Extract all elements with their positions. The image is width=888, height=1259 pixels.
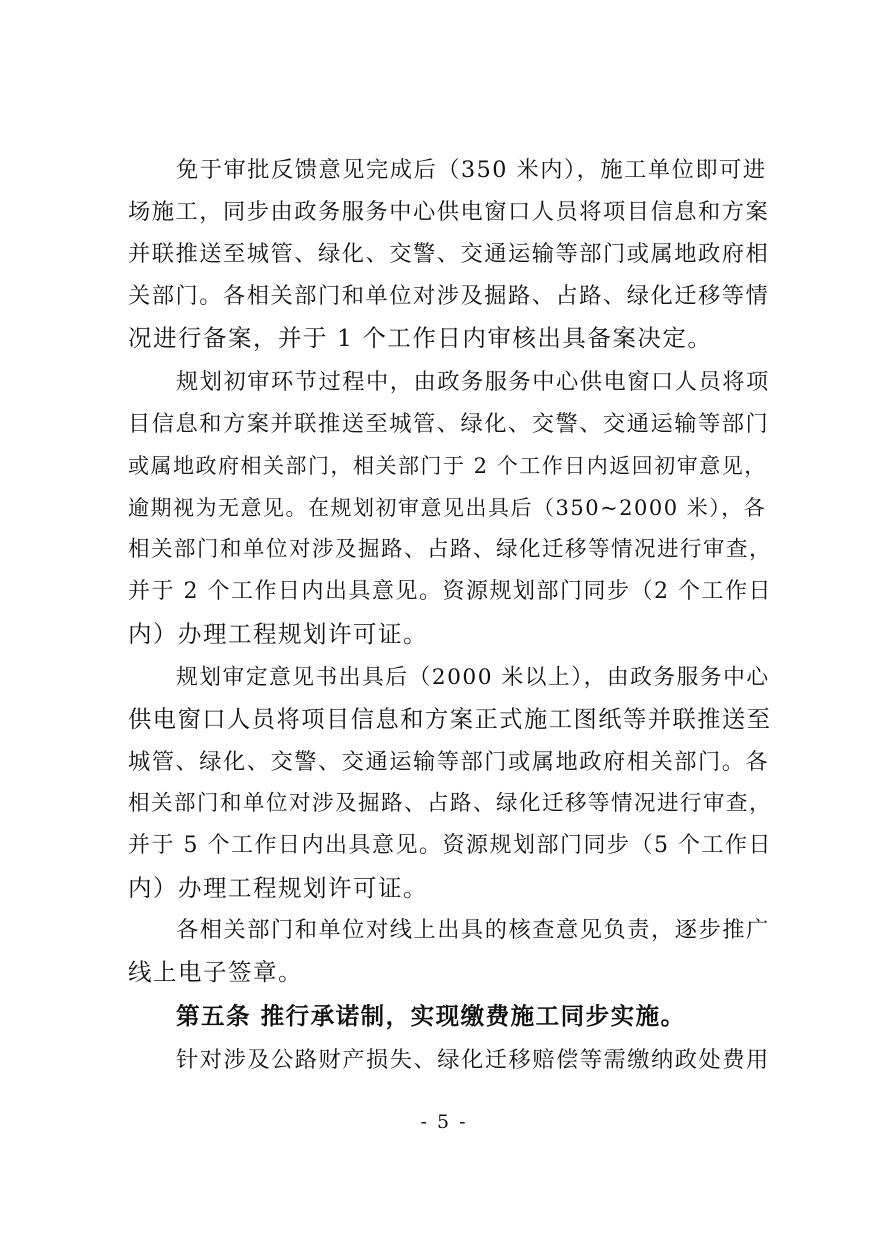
paragraph-5-line-1: 针对涉及公路财产损失、绿化迁移赔偿等需缴纳政处费用 (176, 1047, 770, 1073)
article-five-heading: 第五条 推行承诺制，实现缴费施工同步实施。 (176, 1002, 686, 1030)
paragraph-3-line-5: 并于 5 个工作日内出具意见。资源规划部门同步（5 个工作日 (128, 833, 772, 858)
paragraph-1-line-1: 免于审批反馈意见完成后（350 米内），施工单位即可进 (176, 157, 767, 183)
paragraph-2-line-1: 规划初审环节过程中，由政务服务中心供电窗口人员将项 (176, 369, 770, 395)
paragraph-3-line-2: 供电窗口人员将项目信息和方案正式施工图纸等并联推送至 (128, 706, 772, 733)
paragraph-3-line-6: 内）办理工程规划许可证。 (128, 874, 428, 902)
paragraph-2-line-2: 目信息和方案并联推送至城管、绿化、交警、交通运输等部门 (128, 411, 770, 437)
paragraph-2-line-5: 相关部门和单位对涉及掘路、占路、绿化迁移等情况进行审查， (128, 537, 773, 562)
paragraph-3-line-3: 城管、绿化、交警、交通运输等部门或属地政府相关部门。各 (128, 749, 770, 775)
paragraph-2-line-3: 或属地政府相关部门，相关部门于 2 个工作日内返回初审意见， (128, 454, 767, 478)
paragraph-2-line-6: 并于 2 个工作日内出具意见。资源规划部门同步（2 个工作日 (128, 579, 772, 604)
paragraph-3-line-1: 规划审定意见书出具后（2000 米以上），由政务服务中心 (176, 665, 770, 690)
paragraph-1-line-4: 关部门。各相关部门和单位对涉及掘路、占路、绿化迁移等情 (128, 283, 770, 309)
page-number: - 5 - (420, 1111, 468, 1133)
paragraph-3-line-4: 相关部门和单位对涉及掘路、占路、绿化迁移等情况进行审查， (128, 791, 773, 816)
paragraph-2-line-4: 逾期视为无意见。在规划初审意见出具后（350~2000 米），各 (128, 496, 767, 520)
paragraph-1-line-5: 况进行备案，并于 1 个工作日内审核出具备案决定。 (128, 324, 713, 352)
paragraph-1-line-2: 场施工，同步由政务服务中心供电窗口人员将项目信息和方案 (128, 199, 770, 225)
paragraph-2-line-7: 内）办理工程规划许可证。 (128, 620, 428, 648)
paragraph-4-line-1: 各相关部门和单位对线上出具的核查意见负责，逐步推广 (176, 917, 770, 943)
paragraph-1-line-3: 并联推送至城管、绿化、交警、交通运输等部门或属地政府相 (128, 241, 770, 267)
paragraph-4-line-2: 线上电子签章。 (128, 958, 303, 986)
